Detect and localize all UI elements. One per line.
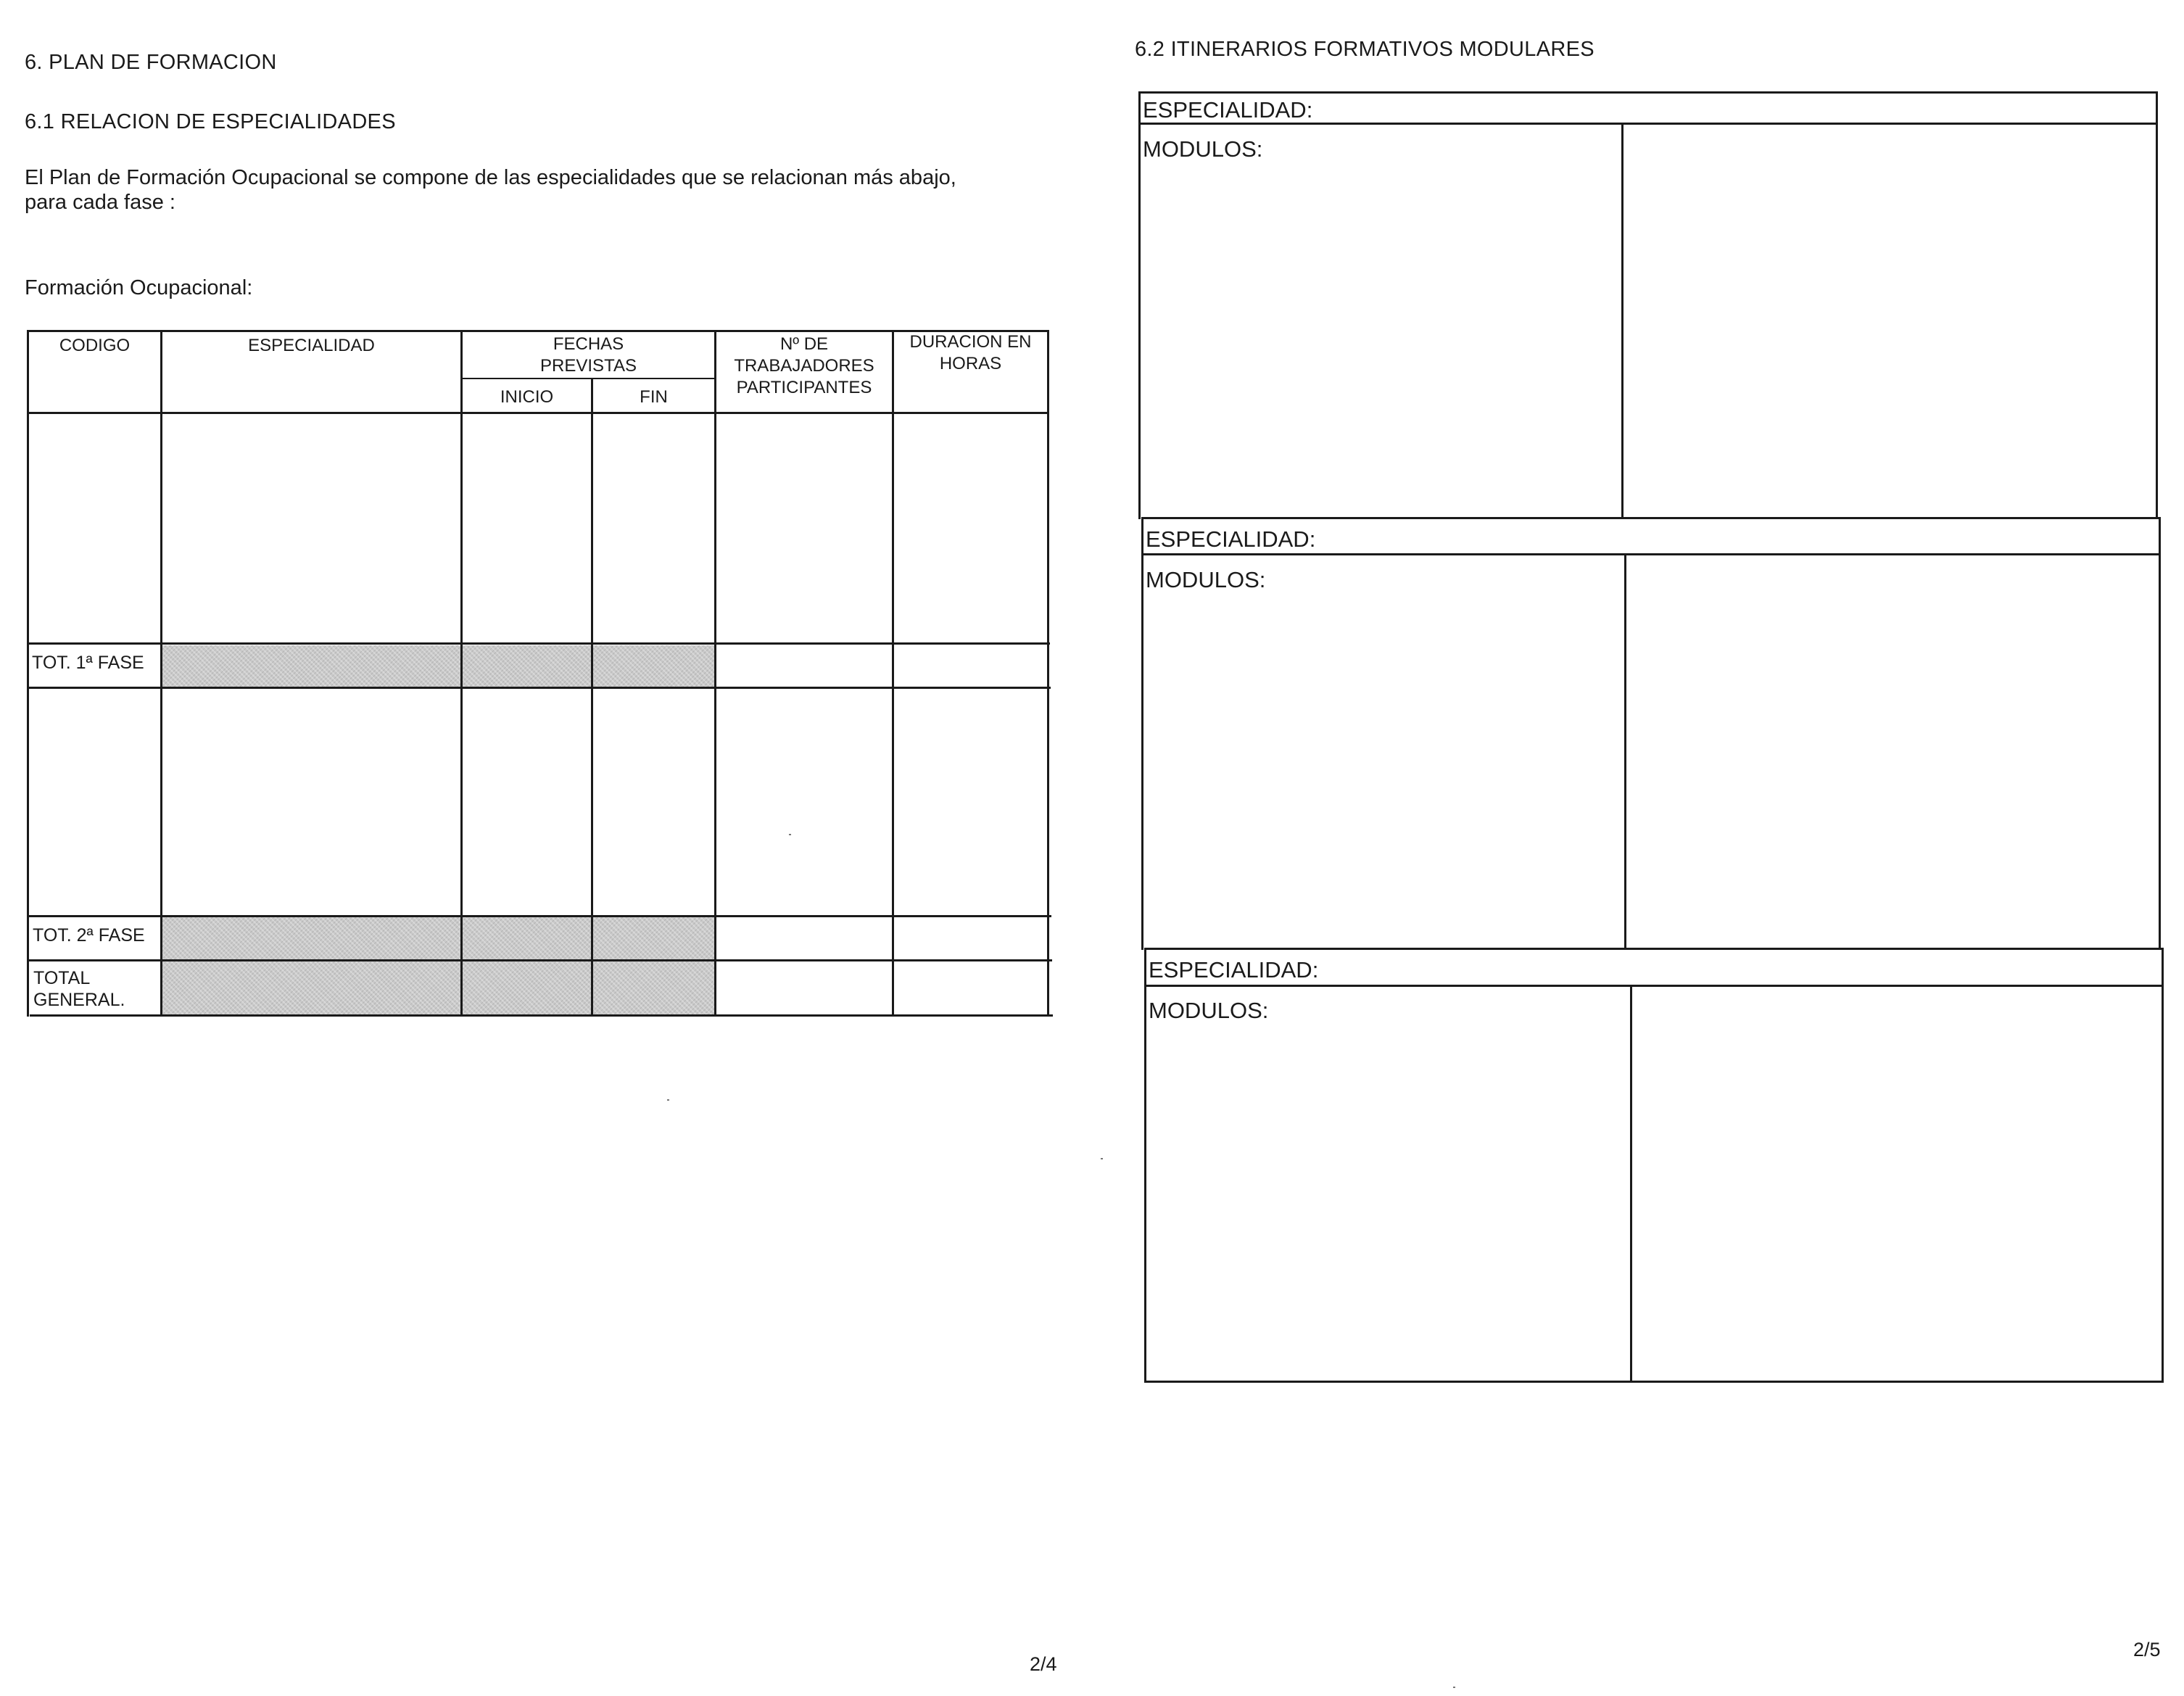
- box-line: [2162, 948, 2164, 1383]
- header-fechas-line2: PREVISTAS: [540, 356, 637, 376]
- especialidad-label: ESPECIALIDAD:: [1146, 526, 1316, 552]
- table-line: [29, 959, 1052, 961]
- box-line: [1138, 91, 1141, 519]
- scan-speck: [667, 1099, 669, 1101]
- header-trabajadores-line2: TRABAJADORES: [734, 356, 874, 376]
- box-line: [2159, 517, 2161, 950]
- table-line: [28, 642, 1050, 645]
- row-label-tot-fase2: TOT. 2ª FASE: [33, 925, 145, 946]
- row-label-total-general-line2: GENERAL.: [33, 990, 125, 1010]
- shaded-cell: [162, 917, 716, 959]
- intro-text-line1: El Plan de Formación Ocupacional se compone de las especialidades que se relacionan más abajo,: [25, 166, 956, 189]
- box-line: [1141, 517, 2161, 519]
- table-line: [30, 1014, 1053, 1017]
- table-line: [29, 915, 1051, 917]
- table-line: [892, 330, 894, 1017]
- table-line: [27, 412, 1049, 414]
- box-line: [1138, 91, 2158, 94]
- box-line: [1141, 553, 2161, 555]
- header-inicio: INICIO: [500, 387, 554, 407]
- table-line: [460, 330, 463, 1017]
- subsection-title-especialidades: 6.1 RELACION DE ESPECIALIDADES: [25, 110, 396, 133]
- header-fin: FIN: [640, 387, 668, 407]
- section-title: 6. PLAN DE FORMACION: [25, 51, 277, 74]
- scan-speck: [1101, 1158, 1103, 1159]
- page-number-left: 2/4: [1030, 1653, 1057, 1675]
- scan-speck: [789, 834, 791, 835]
- header-fechas-line1: FECHAS: [553, 334, 624, 354]
- table-line: [591, 378, 593, 1017]
- table-line: [28, 687, 1051, 689]
- header-duracion-line2: HORAS: [939, 354, 1002, 373]
- table-line: [462, 378, 716, 379]
- box-line: [1630, 985, 1632, 1383]
- especialidad-label: ESPECIALIDAD:: [1143, 97, 1313, 123]
- box-line: [1144, 985, 2164, 987]
- header-codigo: CODIGO: [59, 336, 131, 355]
- header-trabajadores-line3: PARTICIPANTES: [736, 378, 872, 397]
- intro-text-line2: para cada fase :: [25, 191, 175, 214]
- table-caption: Formación Ocupacional:: [25, 276, 253, 299]
- table-line: [27, 330, 29, 1017]
- box-line: [1144, 948, 1146, 1383]
- row-label-tot-fase1: TOT. 1ª FASE: [32, 653, 144, 673]
- row-label-total-general-line1: TOTAL: [33, 968, 91, 988]
- modulos-label: MODULOS:: [1143, 136, 1263, 162]
- modulos-label: MODULOS:: [1146, 567, 1266, 592]
- modulos-label: MODULOS:: [1149, 998, 1269, 1023]
- table-line: [714, 330, 716, 1017]
- box-line: [1141, 517, 1143, 950]
- subsection-title-itinerarios: 6.2 ITINERARIOS FORMATIVOS MODULARES: [1135, 38, 1594, 61]
- table-line: [1047, 330, 1049, 1017]
- header-trabajadores-line1: Nº DE: [779, 334, 829, 354]
- shaded-cell: [162, 961, 716, 1015]
- table-line: [160, 330, 162, 1017]
- box-line: [1144, 948, 2164, 950]
- box-line: [2156, 91, 2158, 519]
- page-number-right: 2/5: [2133, 1639, 2161, 1660]
- especialidad-label: ESPECIALIDAD:: [1149, 957, 1319, 983]
- box-line: [1144, 1381, 2164, 1383]
- box-line: [1621, 123, 1623, 519]
- shaded-cell: [162, 645, 716, 687]
- header-duracion-line1: DURACION EN: [909, 332, 1032, 352]
- header-especialidad: ESPECIALIDAD: [248, 336, 375, 355]
- box-line: [1624, 553, 1626, 950]
- scan-speck: [1453, 1687, 1455, 1688]
